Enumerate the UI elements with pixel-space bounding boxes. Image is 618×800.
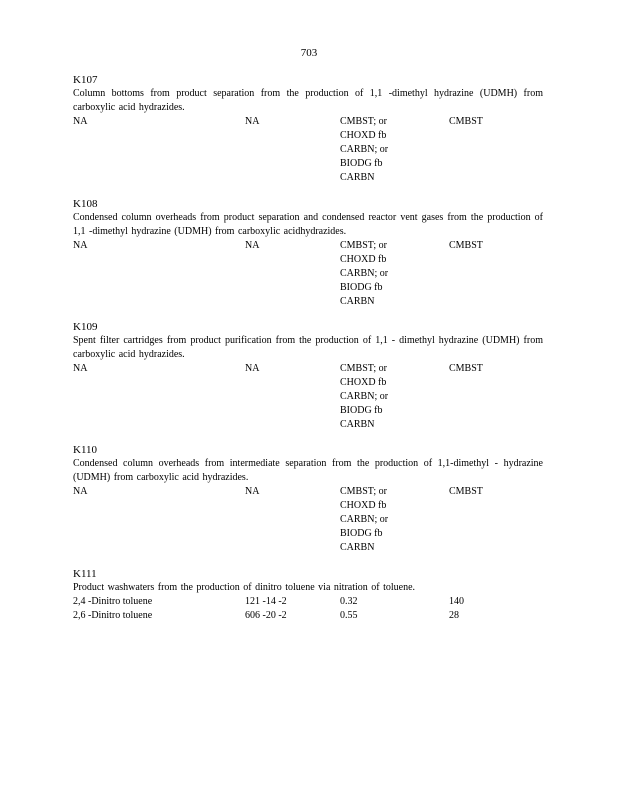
waste-code: K111 — [73, 568, 97, 580]
table-cell: BIODG fb — [340, 405, 383, 416]
table-row — [73, 239, 543, 253]
table-cell: 140 — [449, 596, 464, 607]
table-cell: NA — [73, 363, 88, 374]
table-row — [73, 157, 543, 171]
table-cell: NA — [73, 486, 88, 497]
table-cell: CMBST; or — [340, 363, 387, 374]
table-cell: NA — [73, 240, 88, 251]
table-cell: CHOXD fb — [340, 500, 387, 511]
table-cell: 121 -14 -2 — [245, 596, 287, 607]
table-cell: CARBN — [340, 542, 375, 553]
waste-code: K109 — [73, 321, 98, 333]
table-cell: CHOXD fb — [340, 377, 387, 388]
table-cell: CMBST — [449, 363, 483, 374]
table-cell: CMBST; or — [340, 116, 387, 127]
table-cell: CMBST — [449, 116, 483, 127]
waste-code: K110 — [73, 444, 98, 456]
table-row — [73, 485, 543, 499]
waste-description: Condensed column overheads from intermediate separation from the production of 1,1-dimethyl - hydrazine (UDMH) from carboxylic acid hydrazides. — [73, 458, 543, 483]
waste-description: Column bottoms from product separation from the production of 1,1 -dimethyl hydrazine (UDMH) from carboxylic acid hydrazides. — [73, 88, 543, 113]
table-cell: BIODG fb — [340, 282, 383, 293]
table-row — [73, 171, 543, 185]
table-row — [73, 390, 543, 404]
table-row — [73, 143, 543, 157]
table-row — [73, 129, 543, 143]
table-cell: CARBN; or — [340, 391, 389, 402]
table-cell: CARBN — [340, 172, 375, 183]
waste-description: Condensed column overheads from product separation and condensed reactor vent gases from the production of 1,1 -dimethyl hydrazine (UDMH) from carboxylic acidhydrazides. — [73, 212, 543, 237]
table-cell: CHOXD fb — [340, 254, 387, 265]
table-cell: 606 -20 -2 — [245, 610, 287, 621]
table-row — [73, 595, 543, 609]
table-cell: CMBST; or — [340, 486, 387, 497]
table-cell: 0.55 — [340, 610, 358, 621]
table-cell: CMBST — [449, 240, 483, 251]
table-row — [73, 281, 543, 295]
table-row — [73, 513, 543, 527]
waste-description: Spent filter cartridges from product purification from the production of 1,1 - dimethyl hydrazine (UDMH) from carboxylic acid hydrazides. — [73, 335, 543, 360]
table-row — [73, 418, 543, 432]
table-row — [73, 541, 543, 555]
table-cell: CARBN; or — [340, 514, 389, 525]
table-cell: NA — [73, 116, 88, 127]
table-cell: CMBST; or — [340, 240, 387, 251]
table-row — [73, 527, 543, 541]
table-cell: CARBN — [340, 419, 375, 430]
table-row — [73, 404, 543, 418]
waste-code: K107 — [73, 74, 98, 86]
table-cell: 0.32 — [340, 596, 358, 607]
waste-section — [73, 197, 543, 309]
table-cell: 2,4 -Dinitro toluene — [73, 596, 153, 607]
table-row — [73, 267, 543, 281]
table-cell: 2,6 -Dinitro toluene — [73, 610, 153, 621]
waste-section — [73, 320, 543, 432]
table-row — [73, 362, 543, 376]
waste-section — [73, 73, 543, 185]
table-cell: CHOXD fb — [340, 130, 387, 141]
table-cell: BIODG fb — [340, 528, 383, 539]
table-cell: BIODG fb — [340, 158, 383, 169]
table-row — [73, 253, 543, 267]
table-cell: NA — [245, 363, 260, 374]
table-row — [73, 295, 543, 309]
table-cell: 28 — [449, 610, 459, 621]
page-number: 703 — [300, 47, 318, 59]
waste-section — [73, 443, 543, 555]
table-cell: CMBST — [449, 486, 483, 497]
waste-code: K108 — [73, 198, 98, 210]
table-cell: NA — [245, 486, 260, 497]
table-cell: NA — [245, 116, 260, 127]
waste-section — [73, 567, 543, 623]
table-row — [73, 376, 543, 390]
waste-description: Product washwaters from the production of dinitro toluene via nitration of toluene. — [73, 582, 416, 593]
table-row — [73, 609, 543, 623]
table-cell: CARBN — [340, 296, 375, 307]
table-cell: NA — [245, 240, 260, 251]
table-row — [73, 499, 543, 513]
table-cell: CARBN; or — [340, 144, 389, 155]
table-row — [73, 115, 543, 129]
table-cell: CARBN; or — [340, 268, 389, 279]
